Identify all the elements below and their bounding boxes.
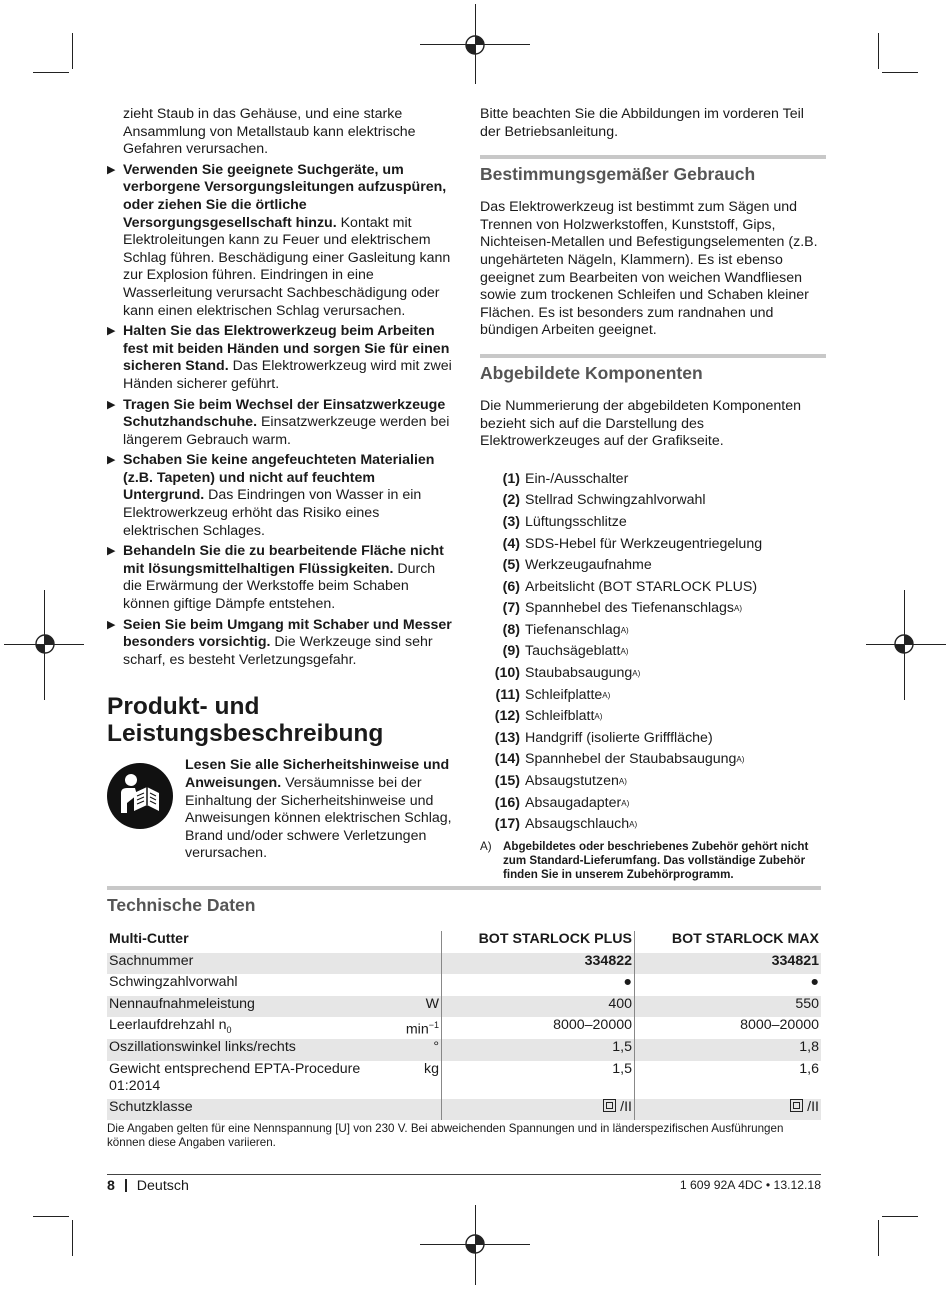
registration-mark-icon <box>893 633 915 655</box>
table-cell <box>397 953 442 975</box>
list-item <box>488 685 826 707</box>
footer-language: Deutsch <box>136 1178 189 1194</box>
table-row <box>107 1017 821 1039</box>
technical-data-note: Die Angaben gelten für eine Nennspannung [U] von 230 V. Bei abweichenden Spannungen und in länderspezifischen Ausführungen können diese Angaben variieren. <box>107 1122 784 1150</box>
component-label: Werkzeugaufnahme <box>525 557 652 574</box>
product-heading: Produkt- und Leistungsbeschreibung <box>107 693 384 748</box>
crop-mark <box>33 72 69 73</box>
footer-left <box>107 1178 189 1194</box>
technical-data-section <box>107 886 821 1150</box>
list-item <box>488 706 826 728</box>
component-number: (8) <box>502 621 520 638</box>
cell-text: min <box>405 1022 429 1039</box>
registration-mark-icon <box>464 1233 486 1255</box>
component-number: (14) <box>494 751 520 768</box>
component-number: (6) <box>502 578 520 595</box>
component-label: Arbeitslicht (BOT STARLOCK PLUS) <box>525 578 758 595</box>
component-label: Absaugstutzen <box>525 773 619 790</box>
list-item <box>488 555 826 577</box>
list-item <box>488 793 826 815</box>
component-number: (12) <box>494 708 520 725</box>
table-cell: 1,6 <box>799 1060 819 1077</box>
cell-subscript: 0 <box>226 1025 232 1036</box>
safety-bullet <box>107 162 455 320</box>
crop-mark <box>882 72 918 73</box>
section-header <box>107 886 821 917</box>
table-cell: 334822 <box>442 953 635 975</box>
safety-bullet <box>107 543 455 613</box>
table-cell: Sachnummer <box>107 953 397 975</box>
list-item <box>488 620 826 642</box>
right-column <box>480 106 826 882</box>
bullet-text: Einsatzwerkzeuge werden bei längerem Gebrauch warm. <box>123 414 450 448</box>
list-item <box>488 641 826 663</box>
table-cell <box>397 931 442 953</box>
component-sup: A) <box>632 669 641 679</box>
bullet-bold-text: Tragen Sie beim Wechsel der Einsatzwerkzeuge Schutzhandschuhe. <box>123 396 446 431</box>
component-label: Schleifplatte <box>525 686 603 703</box>
table-cell: 8000–20000 <box>442 1017 635 1039</box>
crop-mark <box>878 33 879 69</box>
table-cell: BOT STARLOCK PLUS <box>442 931 635 953</box>
intro-paragraph: zieht Staub in das Gehäuse, und eine starke Ansammlung von Metallstaub kann elektrische Gefahren verursachen. <box>123 106 416 158</box>
table-cell: Gewicht entsprechend EPTA-Procedure 01:2014 <box>109 1060 361 1094</box>
bullet-text: Kontakt mit Elektroleitungen kann zu Feuer und elektrischem Schlag führen. Beschädigung einer Gasleitung kann zur Explosion führen. Eindringen in eine Wasserleitung verursacht Sachbeschädigung oder kann einen elektrischen Schlag verursachen. <box>123 214 451 319</box>
component-number: (13) <box>494 729 520 746</box>
bullet-arrow-icon: ▶ <box>107 454 116 467</box>
table-cell: BOT STARLOCK MAX <box>671 931 819 947</box>
component-sup: A) <box>629 820 638 830</box>
component-label: Absaugadapter <box>525 794 622 811</box>
bullet-arrow-icon: ▶ <box>107 618 116 631</box>
safety-bullet <box>107 617 455 670</box>
component-sup: A) <box>620 625 629 635</box>
component-label: Lüftungsschlitze <box>525 513 627 530</box>
footer-divider <box>125 1179 127 1192</box>
bullet-arrow-icon: ▶ <box>107 545 116 558</box>
cell-text: Leerlaufdrehzahl n <box>109 1017 227 1034</box>
table-cell: Oszillationswinkel links/rechts <box>107 1039 397 1061</box>
component-label: Handgriff (isolierte Grifffläche) <box>525 729 713 746</box>
crop-mark <box>72 33 73 69</box>
footnote-text: Abgebildetes oder beschriebenes Zubehör gehört nicht zum Standard-Lieferumfang. Das vollständige Zubehör finden Sie in unserem Zubehörprogramm. <box>503 839 809 881</box>
bullet-text: Durch die Erwärmung der Werkstoffe beim Schaben können giftige Dämpfe entstehen. <box>123 560 436 613</box>
component-sup: A) <box>602 690 611 700</box>
table-row <box>107 974 821 996</box>
crop-mark <box>33 1216 69 1217</box>
safety-notice-text <box>185 757 455 863</box>
table-cell: W <box>397 996 442 1018</box>
component-number: (15) <box>494 773 520 790</box>
component-label: Tiefenanschlag <box>525 621 621 638</box>
bullet-arrow-icon: ▶ <box>107 163 116 176</box>
bullet-text: Das Eindringen von Wasser in ein Elektrowerkzeug erhöht das Risiko eines elektrischen Schlages. <box>123 487 422 539</box>
list-item <box>488 512 826 534</box>
component-number: (16) <box>494 794 520 811</box>
component-label: SDS-Hebel für Werkzeugentriegelung <box>525 535 763 552</box>
list-item <box>488 469 826 491</box>
table-cell: ● <box>810 974 819 991</box>
bullet-bold-text: Schaben Sie keine angefeuchteten Materialien (z.B. Tapeten) und nicht auf feuchtem Untergrund. <box>123 452 435 504</box>
component-sup: A) <box>621 798 630 808</box>
table-cell: Schwingzahlvorwahl <box>109 974 238 991</box>
component-number: (9) <box>502 643 520 660</box>
protection-class-icon <box>790 1099 803 1112</box>
safety-bullet <box>107 397 455 450</box>
table-cell: 1,5 <box>442 1061 635 1099</box>
page-footer <box>107 1174 821 1194</box>
crop-mark <box>882 1216 918 1217</box>
document-id: 1 609 92A 4DC • 13.12.18 <box>679 1178 821 1192</box>
component-sup: A) <box>620 647 629 657</box>
section-title-components: Abgebildete Komponenten <box>480 362 703 383</box>
list-item <box>488 598 826 620</box>
table-row <box>107 953 821 975</box>
safety-notice-body: Versäumnisse bei der Einhaltung der Sicherheitshinweise und Anweisungen können elektrischen Schlag, Brand und/oder schwere Verletzungen verursachen. <box>185 775 452 862</box>
component-number: (3) <box>502 513 520 530</box>
cell-superscript: −1 <box>428 1020 439 1031</box>
table-cell: 1,8 <box>635 1039 822 1061</box>
list-item <box>488 534 826 556</box>
component-label: Absaugschlauch <box>525 816 630 833</box>
table-cell: 550 <box>635 996 822 1018</box>
registration-mark-icon <box>34 633 56 655</box>
table-cell: Multi-Cutter <box>109 931 189 947</box>
table-cell <box>397 1099 442 1121</box>
section-header <box>480 155 826 186</box>
table-cell: Schutzklasse <box>107 1099 397 1121</box>
list-item <box>488 749 826 771</box>
table-cell: 8000–20000 <box>740 1017 819 1034</box>
safety-notice-bold: Lesen Sie alle Sicherheitshinweise und Anweisungen. <box>185 757 450 791</box>
list-item <box>488 771 826 793</box>
component-number: (17) <box>494 816 520 833</box>
table-header-row <box>107 931 821 953</box>
cell-text: /II <box>807 1098 819 1115</box>
component-sup: A) <box>736 755 745 765</box>
list-item <box>488 577 826 599</box>
component-sup: A) <box>734 604 743 614</box>
page-number: 8 <box>107 1178 115 1194</box>
table-row <box>107 1099 821 1121</box>
left-column <box>107 106 455 863</box>
footnote-label: A) <box>480 839 492 853</box>
bullet-arrow-icon: ▶ <box>107 398 116 411</box>
table-cell <box>397 1017 442 1039</box>
table-cell: kg <box>397 1061 442 1099</box>
protection-class-icon <box>603 1099 616 1112</box>
table-cell: Nennaufnahmeleistung <box>107 996 397 1018</box>
component-number: (1) <box>502 470 520 487</box>
safety-bullet <box>107 452 455 540</box>
table-cell: 334821 <box>635 953 822 975</box>
components-list <box>488 469 826 836</box>
bullet-bold-text: Seien Sie beim Umgang mit Schaber und Messer besonders vorsichtig. <box>123 616 452 651</box>
component-label: Spannhebel des Tiefenanschlags <box>525 600 735 617</box>
read-manual-icon <box>107 763 173 829</box>
footnote <box>480 840 826 882</box>
table-cell <box>442 1099 635 1121</box>
use-paragraph: Das Elektrowerkzeug ist bestimmt zum Sägen und Trennen von Holzwerkstoffen, Kunststoff, Gips, Nichteisen-Metallen und Befestigungselementen (z.B. ungehärteten Nägeln, Klammern). Es ist ebenso geeignet zum Bearbeiten von weichen Wandfliesen sowie zum trockenen Schleifen und Schaben kleiner Flächen. Es ist besonders zum randnahen und bündigen Arbeiten geeignet. <box>480 199 818 339</box>
component-number: (10) <box>494 665 520 682</box>
component-label: Spannhebel der Staubabsaugung <box>525 751 737 768</box>
table-cell <box>397 974 442 996</box>
list-item <box>488 814 826 836</box>
section-title-use: Bestimmungsgemäßer Gebrauch <box>480 164 756 185</box>
bullet-bold-text: Halten Sie das Elektrowerkzeug beim Arbeiten fest mit beiden Händen und sorgen Sie für einen sicheren Stand. <box>123 323 450 375</box>
component-number: (11) <box>495 686 520 703</box>
cell-text: /II <box>620 1098 632 1115</box>
component-number: (5) <box>502 557 520 574</box>
table-row <box>107 1039 821 1061</box>
safety-notice <box>107 757 455 863</box>
component-number: (7) <box>502 600 520 617</box>
table-row <box>107 996 821 1018</box>
registration-mark-icon <box>464 34 486 56</box>
section-header <box>480 354 826 385</box>
section-title-tech: Technische Daten <box>107 895 256 915</box>
bullet-text: Das Elektrowerkzeug wird mit zwei Händen sicherer geführt. <box>123 358 452 392</box>
table-row <box>107 1061 821 1099</box>
safety-bullet <box>107 323 455 393</box>
table-cell: 1,5 <box>442 1039 635 1061</box>
table-cell <box>635 1099 822 1121</box>
bullet-text: Die Werkzeuge sind sehr scharf, es besteht Verletzungsgefahr. <box>123 634 433 668</box>
component-label: Ein-/Ausschalter <box>525 470 629 487</box>
bullet-arrow-icon: ▶ <box>107 325 116 338</box>
technical-data-table <box>107 931 821 1120</box>
table-cell: 400 <box>442 996 635 1018</box>
table-cell <box>107 1017 397 1039</box>
table-cell: ° <box>397 1039 442 1061</box>
list-item <box>488 663 826 685</box>
component-label: Stellrad Schwingzahlvorwahl <box>525 492 706 509</box>
component-sup: A) <box>594 712 603 722</box>
crop-mark <box>878 1220 879 1256</box>
list-item <box>488 490 826 512</box>
component-number: (4) <box>502 535 520 552</box>
bullet-bold-text: Behandeln Sie die zu bearbeitende Fläche nicht mit lösungsmittelhaltigen Flüssigkeiten. <box>123 543 444 577</box>
right-intro: Bitte beachten Sie die Abbildungen im vorderen Teil der Betriebsanleitung. <box>480 106 804 140</box>
bullet-bold-text: Verwenden Sie geeignete Suchgeräte, um verborgene Versorgungsleitungen aufzuspüren, oder ziehen Sie die örtliche Versorgungsgesellschaft hinzu. <box>123 161 447 231</box>
component-label: Schleifblatt <box>525 708 595 725</box>
component-label: Tauchsägeblatt <box>525 643 621 660</box>
list-item <box>488 728 826 750</box>
component-number: (2) <box>502 492 520 509</box>
component-label: Staubabsaugung <box>525 665 633 682</box>
component-sup: A) <box>618 777 627 787</box>
crop-mark <box>72 1220 73 1256</box>
table-cell: ● <box>442 974 635 996</box>
components-intro: Die Nummerierung der abgebildeten Komponenten bezieht sich auf die Darstellung des Elektrowerkzeuges auf der Grafikseite. <box>480 397 801 450</box>
